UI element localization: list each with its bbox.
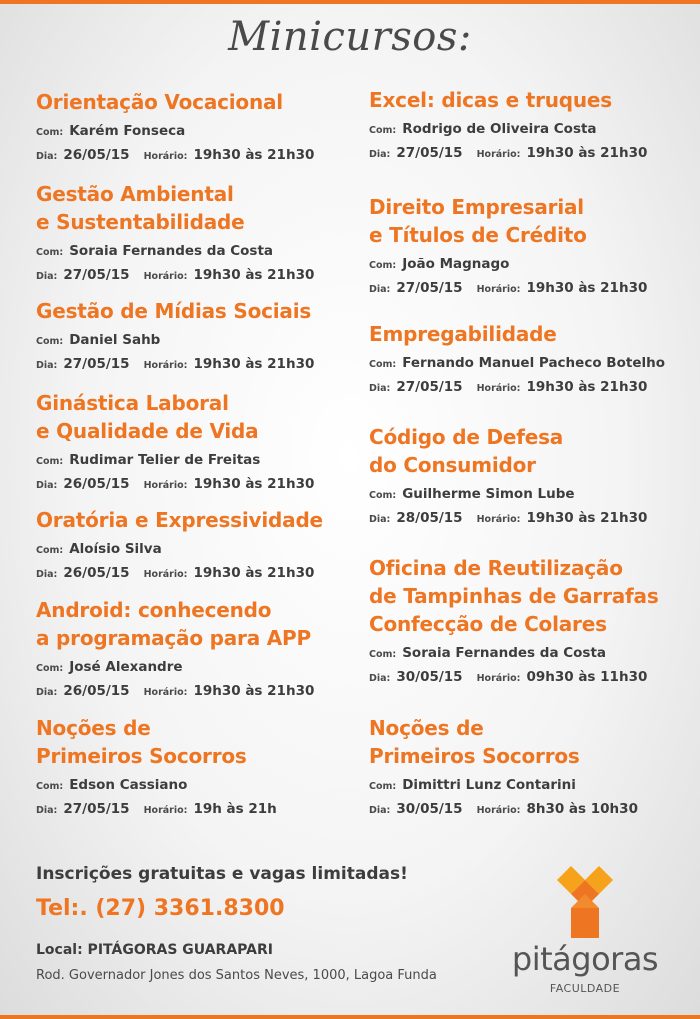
course-instructor: Fernando Manuel Pacheco Botelho [402, 355, 665, 371]
course-date: 27/05/15 [63, 801, 130, 817]
course-schedule-row: Dia: 30/05/15 Horário: 8h30 às 10h30 [369, 801, 638, 817]
course-title: Gestão Ambiental e Sustentabilidade [36, 182, 245, 234]
course-instructor-row: Com: Soraia Fernandes da Costa [36, 243, 274, 259]
course-codigo-defesa-consumidor [369, 423, 699, 531]
course-time: 19h30 às 21h30 [526, 379, 648, 395]
course-gestao-ambiental [36, 180, 366, 288]
course-title: Android: conhecendo a programação para APP [36, 598, 311, 650]
course-instructor-row: Com: Daniel Sahb [36, 332, 161, 348]
course-schedule-row: Dia: 28/05/15 Horário: 19h30 às 21h30 [369, 510, 648, 526]
course-date: 27/05/15 [396, 280, 463, 296]
course-schedule-row: Dia: 26/05/15 Horário: 19h30 às 21h30 [36, 565, 315, 581]
course-instructor-row: Com: Aloísio Silva [36, 541, 162, 557]
course-instructor-row: Com: Rudimar Telier de Freitas [36, 452, 261, 468]
course-orientacao-vocacional [36, 88, 366, 168]
course-gestao-midias-sociais [36, 297, 366, 377]
course-title: Gestão de Mídias Sociais [36, 299, 312, 323]
course-time: 19h30 às 21h30 [526, 510, 648, 526]
course-time: 8h30 às 10h30 [526, 801, 638, 817]
course-title: Código de Defesa do Consumidor [369, 425, 564, 477]
course-date: 27/05/15 [63, 356, 130, 372]
course-time: 19h às 21h [193, 801, 277, 817]
course-title: Ginástica Laboral e Qualidade de Vida [36, 391, 259, 443]
course-schedule-row: Dia: 27/05/15 Horário: 19h30 às 21h30 [369, 280, 648, 296]
course-empregabilidade [369, 320, 699, 400]
course-schedule-row: Dia: 27/05/15 Horário: 19h30 às 21h30 [369, 145, 648, 161]
pitagoras-logo [505, 862, 675, 1002]
course-time: 19h30 às 21h30 [193, 476, 315, 492]
course-time: 19h30 às 21h30 [193, 267, 315, 283]
course-instructor-row: Com: João Magnago [369, 256, 510, 272]
course-date: 27/05/15 [63, 267, 130, 283]
course-date: 30/05/15 [396, 801, 463, 817]
phone-number: Tel:. (27) 3361.8300 [36, 896, 285, 921]
course-time: 19h30 às 21h30 [193, 147, 315, 163]
course-instructor: Guilherme Simon Lube [402, 486, 575, 502]
course-android [36, 596, 366, 704]
course-date: 28/05/15 [396, 510, 463, 526]
course-date: 27/05/15 [396, 379, 463, 395]
course-instructor-row: Com: Guilherme Simon Lube [369, 486, 575, 502]
course-instructor-row: Com: Dimittri Lunz Contarini [369, 777, 576, 793]
course-instructor-row: Com: Edson Cassiano [36, 777, 188, 793]
course-instructor: Soraia Fernandes da Costa [402, 645, 607, 661]
page-title: Minicursos: [228, 14, 472, 60]
course-date: 26/05/15 [63, 683, 130, 699]
location: Local: PITÁGORAS GUARAPARI [36, 942, 273, 958]
course-time: 19h30 às 21h30 [526, 280, 648, 296]
course-instructor: Rudimar Telier de Freitas [69, 452, 261, 468]
logo-name: pitágoras [511, 940, 659, 978]
course-schedule-row: Dia: 27/05/15 Horário: 19h30 às 21h30 [36, 356, 315, 372]
course-instructor: Edson Cassiano [69, 777, 188, 793]
course-time: 09h30 às 11h30 [526, 669, 648, 685]
course-date: 30/05/15 [396, 669, 463, 685]
course-date: 26/05/15 [63, 147, 130, 163]
course-schedule-row: Dia: 30/05/15 Horário: 09h30 às 11h30 [369, 669, 648, 685]
address: Rod. Governador Jones dos Santos Neves, 1000, Lagoa Funda [36, 968, 437, 983]
course-time: 19h30 às 21h30 [193, 565, 315, 581]
course-instructor: Soraia Fernandes da Costa [69, 243, 274, 259]
course-oficina-reutilizacao [369, 554, 699, 690]
course-schedule-row: Dia: 26/05/15 Horário: 19h30 às 21h30 [36, 476, 315, 492]
course-instructor: Aloísio Silva [69, 541, 162, 557]
course-instructor-row: Com: Rodrigo de Oliveira Costa [369, 121, 597, 137]
bottom-accent-bar [0, 1015, 700, 1019]
course-title: Noções de Primeiros Socorros [36, 716, 247, 768]
course-schedule-row: Dia: 27/05/15 Horário: 19h30 às 21h30 [36, 267, 315, 283]
course-title: Direito Empresarial e Títulos de Crédito [369, 195, 587, 247]
course-time: 19h30 às 21h30 [526, 145, 648, 161]
course-direito-empresarial [369, 193, 699, 301]
course-date: 26/05/15 [63, 476, 130, 492]
course-title: Oratória e Expressividade [36, 508, 323, 532]
course-instructor: José Alexandre [69, 659, 183, 675]
course-instructor: João Magnago [402, 256, 510, 272]
course-schedule-row: Dia: 27/05/15 Horário: 19h às 21h [36, 801, 277, 817]
course-instructor: Karém Fonseca [69, 123, 186, 139]
course-title: Empregabilidade [369, 322, 557, 346]
course-title: Excel: dicas e truques [369, 88, 613, 112]
registration-info: Inscrições gratuitas e vagas limitadas! [36, 864, 408, 884]
top-accent-bar [0, 0, 700, 4]
course-instructor-row: Com: Soraia Fernandes da Costa [369, 645, 607, 661]
course-instructor: Daniel Sahb [69, 332, 161, 348]
course-instructor-row: Com: Fernando Manuel Pacheco Botelho [369, 355, 665, 371]
course-oratoria [36, 506, 366, 586]
course-schedule-row: Dia: 27/05/15 Horário: 19h30 às 21h30 [369, 379, 648, 395]
course-instructor-row: Com: Karém Fonseca [36, 123, 186, 139]
logo-subtitle: FACULDADE [549, 982, 621, 995]
pitagoras-logo-icon [505, 862, 665, 942]
course-date: 26/05/15 [63, 565, 130, 581]
course-title: Orientação Vocacional [36, 90, 283, 114]
course-schedule-row: Dia: 26/05/15 Horário: 19h30 às 21h30 [36, 683, 315, 699]
course-date: 27/05/15 [396, 145, 463, 161]
course-time: 19h30 às 21h30 [193, 683, 315, 699]
course-excel [369, 86, 699, 166]
course-primeiros-socorros-2 [369, 714, 699, 822]
course-instructor-row: Com: José Alexandre [36, 659, 183, 675]
course-primeiros-socorros-1 [36, 714, 366, 822]
course-schedule-row: Dia: 26/05/15 Horário: 19h30 às 21h30 [36, 147, 315, 163]
course-title: Oficina de Reutilização de Tampinhas de Garrafas Confecção de Colares [369, 556, 659, 636]
course-ginastica-laboral [36, 389, 366, 497]
course-title: Noções de Primeiros Socorros [369, 716, 580, 768]
course-instructor: Dimittri Lunz Contarini [402, 777, 576, 793]
course-time: 19h30 às 21h30 [193, 356, 315, 372]
course-instructor: Rodrigo de Oliveira Costa [402, 121, 597, 137]
